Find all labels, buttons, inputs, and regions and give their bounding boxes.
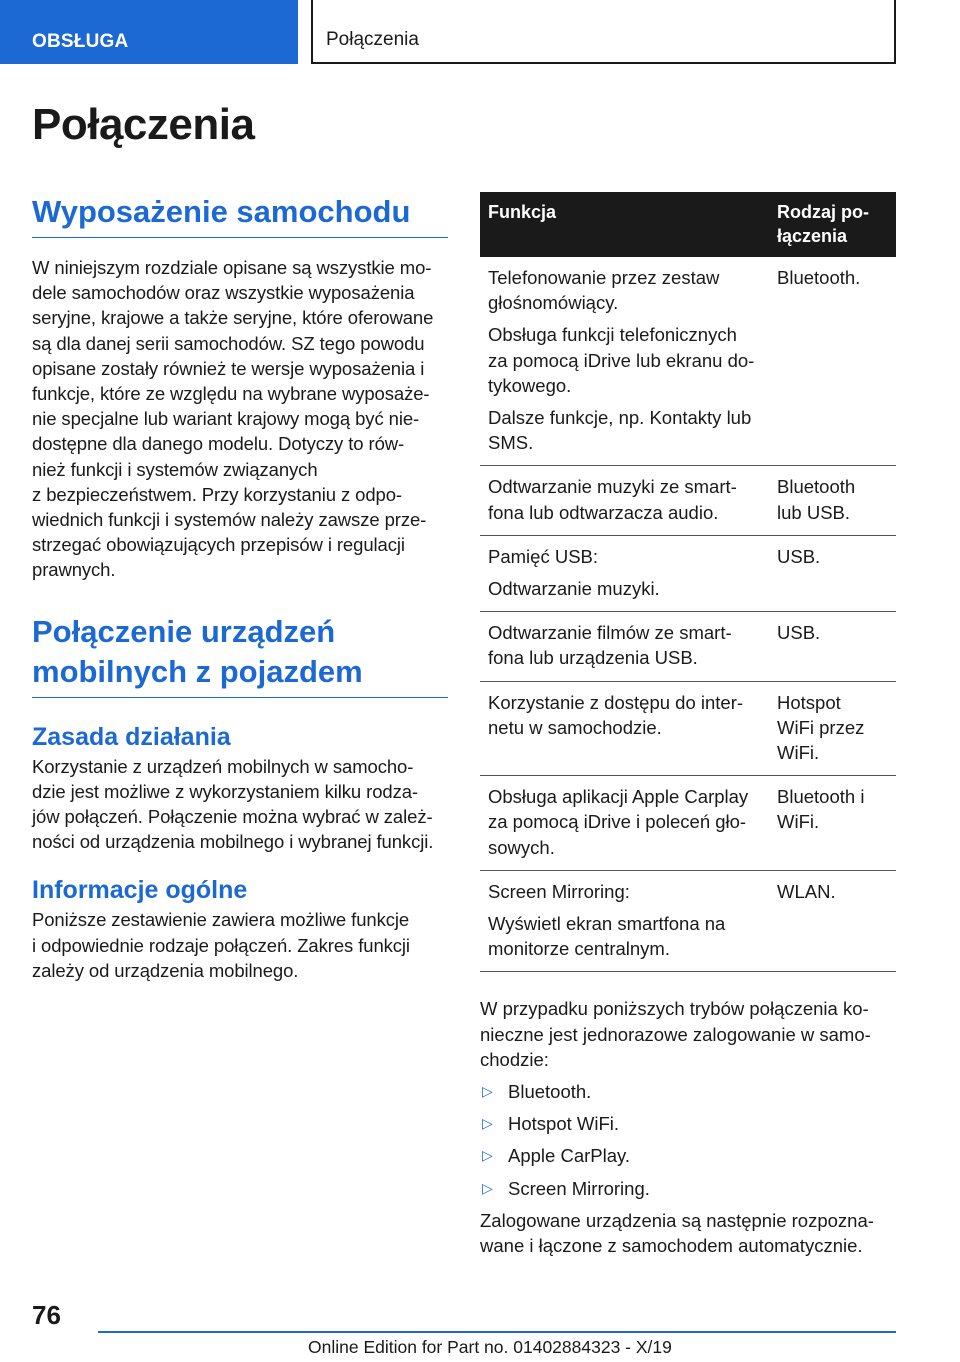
text-line: WiFi. bbox=[777, 742, 820, 764]
table-cell-connection bbox=[769, 535, 896, 611]
text-line: wiednich funkcji i systemów należy zawsze prze‐ bbox=[32, 509, 427, 531]
text-line: sowych. bbox=[488, 836, 555, 858]
paragraph-login bbox=[480, 996, 896, 1072]
text-line: Dalsze funkcje, np. Kontakty lub bbox=[488, 407, 752, 429]
triangle-bullet-icon: ▷ bbox=[482, 1083, 493, 1100]
text-line: Korzystanie z urządzeń mobilnych w samocho‐ bbox=[32, 755, 414, 777]
text-line: głośnomówiący. bbox=[488, 292, 619, 314]
text-line: Screen Mirroring: bbox=[488, 880, 630, 902]
text-line: nieczne jest jednorazowe zalogowanie w samo‐ bbox=[480, 1023, 871, 1045]
heading-line: mobilnych z pojazdem bbox=[32, 653, 363, 689]
column-header-function: Funkcja bbox=[480, 192, 769, 257]
text-line: ności od urządzenia mobilnego i wybranej funkcji. bbox=[32, 831, 434, 853]
text-line: za pomocą iDrive lub ekranu do‐ bbox=[488, 349, 755, 371]
text-line: jów połączeń. Połączenie można wybrać w zależ‐ bbox=[32, 806, 433, 828]
text-line: Wyświetl ekran smartfona na bbox=[488, 913, 726, 935]
text-line: WLAN. bbox=[777, 880, 836, 902]
table-row bbox=[480, 776, 896, 871]
heading-equipment: Wyposażenie samochodu bbox=[32, 192, 448, 238]
text-line: za pomocą iDrive i poleceń gło‐ bbox=[488, 811, 747, 833]
text-line: dzie jest możliwe z wykorzystaniem kilku rodza‐ bbox=[32, 780, 418, 802]
text-line: Obsługa aplikacji Apple Carplay bbox=[488, 786, 749, 808]
text-line: W przypadku poniższych trybów połączenia ko‐ bbox=[480, 998, 869, 1020]
text-line: lub USB. bbox=[777, 501, 851, 523]
text-line: dele samochodów oraz wszystkie wyposażenia bbox=[32, 282, 415, 304]
text-line: Bluetooth. bbox=[777, 267, 861, 288]
text-line: łączenia bbox=[777, 226, 848, 246]
text-line: Rodzaj po‐ bbox=[777, 202, 869, 222]
text-line: Poniższe zestawienie zawiera możliwe funkcje bbox=[32, 909, 410, 931]
list-item-text: Apple CarPlay. bbox=[508, 1145, 631, 1167]
text-line: i odpowiednie rodzaje połączeń. Zakres funkcji bbox=[32, 934, 410, 956]
text-line: Pamięć USB: bbox=[488, 545, 599, 567]
text-line: Korzystanie z dostępu do inter‐ bbox=[488, 691, 744, 713]
table-row bbox=[480, 681, 896, 776]
text-line: USB. bbox=[777, 622, 821, 644]
text-line: netu w samochodzie. bbox=[488, 716, 662, 738]
text-line: Zalogowane urządzenia są następnie rozpozna‐ bbox=[480, 1209, 874, 1231]
list-item bbox=[480, 1143, 896, 1168]
footer-divider bbox=[98, 1331, 896, 1333]
text-line: fona lub urządzenia USB. bbox=[488, 647, 698, 669]
text-line: są dla danej serii samochodów. SZ tego powodu bbox=[32, 332, 425, 354]
table-row bbox=[480, 466, 896, 535]
text-line: chodzie: bbox=[480, 1048, 549, 1070]
paragraph-auto-connect bbox=[480, 1208, 896, 1258]
table-row bbox=[480, 612, 896, 681]
list-item bbox=[480, 1111, 896, 1136]
table-row bbox=[480, 257, 896, 466]
text-line: SMS. bbox=[488, 432, 534, 454]
text-line: WiFi. bbox=[777, 811, 820, 833]
text-line: dostępne dla danego modelu. Dotyczy to rów‐ bbox=[32, 433, 405, 455]
paragraph-principle bbox=[32, 754, 448, 855]
table-cell-function bbox=[480, 681, 769, 776]
list-item bbox=[480, 1176, 896, 1201]
connections-table bbox=[480, 192, 896, 972]
text-line: funkcje, które ze względu na wybrane wyposaże‐ bbox=[32, 383, 430, 405]
text-line: Bluetooth i bbox=[777, 786, 865, 808]
text-line: wane i łączone z samochodem automatycznie. bbox=[480, 1235, 863, 1257]
text-line: Telefonowanie przez zestaw bbox=[488, 267, 720, 288]
page-title: Połączenia bbox=[32, 100, 255, 149]
text-line: Odtwarzanie muzyki. bbox=[488, 578, 660, 600]
list-item-text: Bluetooth. bbox=[508, 1081, 592, 1103]
text-line: strzegać obowiązujących przepisów i regulacji bbox=[32, 534, 405, 556]
table-row bbox=[480, 535, 896, 611]
text-line: Bluetooth bbox=[777, 476, 856, 498]
table-header-row bbox=[480, 192, 896, 257]
table-cell-connection bbox=[769, 681, 896, 776]
text-line: nież funkcji i systemów związanych bbox=[32, 458, 318, 480]
list-item bbox=[480, 1079, 896, 1104]
text-line: USB. bbox=[777, 545, 821, 567]
text-line: z bezpieczeństwem. Przy korzystaniu z odpo‐ bbox=[32, 483, 402, 505]
triangle-bullet-icon: ▷ bbox=[482, 1179, 493, 1196]
text-line: opisane zostały również te wersje wyposażenia i bbox=[32, 357, 425, 379]
text-line: W niniejszym rozdziale opisane są wszystkie mo‐ bbox=[32, 257, 432, 278]
text-line: prawnych. bbox=[32, 559, 116, 581]
heading-general-info: Informacje ogólne bbox=[32, 876, 248, 905]
text-line: nie specjalne lub wariant krajowy mogą być nie‐ bbox=[32, 408, 420, 430]
table-cell-connection bbox=[769, 776, 896, 871]
text-line: zależy od urządzenia mobilnego. bbox=[32, 959, 299, 981]
text-line: seryjne, krajowe a także seryjne, które oferowane bbox=[32, 307, 434, 329]
right-column bbox=[480, 192, 896, 1258]
table-cell-function bbox=[480, 870, 769, 972]
table-cell-connection bbox=[769, 612, 896, 681]
column-header-connection-type bbox=[769, 192, 896, 257]
list-item-text: Hotspot WiFi. bbox=[508, 1113, 620, 1135]
text-line: fona lub odtwarzacza audio. bbox=[488, 501, 719, 523]
header-section-tab: OBSŁUGA bbox=[0, 0, 298, 64]
text-line: tykowego. bbox=[488, 374, 572, 396]
table-cell-function bbox=[480, 535, 769, 611]
triangle-bullet-icon: ▷ bbox=[482, 1115, 493, 1132]
table-row bbox=[480, 870, 896, 972]
text-line: Odtwarzanie muzyki ze smart‐ bbox=[488, 476, 737, 498]
text-line: Obsługa funkcji telefonicznych bbox=[488, 324, 737, 346]
text-line: Odtwarzanie filmów ze smart‐ bbox=[488, 622, 732, 644]
table-cell-connection bbox=[769, 870, 896, 972]
paragraph-general-info bbox=[32, 907, 448, 983]
heading-line: Połączenie urządzeń bbox=[32, 613, 336, 649]
table-cell-function bbox=[480, 257, 769, 466]
table-cell-connection bbox=[769, 257, 896, 466]
connection-mode-list bbox=[480, 1079, 896, 1201]
footer-edition-text: Online Edition for Part no. 01402884323 - X/19 bbox=[308, 1337, 672, 1357]
table-cell-function bbox=[480, 776, 769, 871]
left-column bbox=[32, 192, 448, 983]
page-number: 76 bbox=[32, 1300, 61, 1330]
list-item-text: Screen Mirroring. bbox=[508, 1177, 650, 1199]
table-cell-function bbox=[480, 466, 769, 535]
text-line: Hotspot bbox=[777, 691, 841, 713]
text-line: WiFi przez bbox=[777, 716, 865, 738]
text-line: monitorze centralnym. bbox=[488, 938, 670, 960]
table-cell-connection bbox=[769, 466, 896, 535]
heading-principle: Zasada działania bbox=[32, 722, 231, 751]
header-topic-tab: Połączenia bbox=[311, 0, 896, 64]
paragraph-equipment bbox=[32, 255, 448, 583]
table-cell-function bbox=[480, 612, 769, 681]
triangle-bullet-icon: ▷ bbox=[482, 1147, 493, 1164]
heading-connect-devices bbox=[32, 612, 448, 698]
